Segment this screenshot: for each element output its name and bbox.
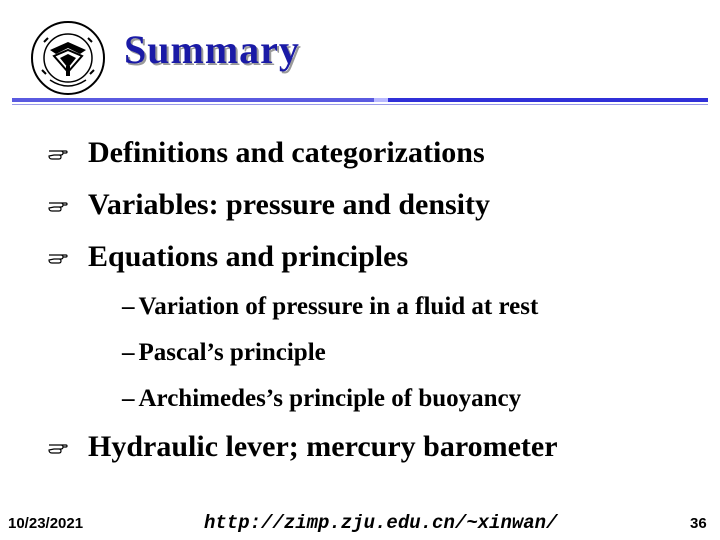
bullet-item (48, 242, 408, 272)
footer-url[interactable]: http://zimp.zju.edu.cn/~xinwan/ (204, 512, 558, 534)
sub-bullet-dash: – (122, 293, 135, 320)
pointing-hand-icon (48, 439, 68, 455)
divider-segment (374, 98, 388, 102)
sub-bullet-dash: – (122, 385, 135, 412)
footer-date: 10/23/2021 (8, 515, 84, 532)
sub-bullet-text: Archimedes’s principle of buoyancy (138, 385, 522, 412)
sub-bullet-text: Pascal’s principle (138, 339, 326, 366)
bullet-item (48, 138, 485, 168)
slide-title: Summary (124, 27, 300, 72)
pointing-hand-icon (48, 145, 68, 161)
bullet-text: Definitions and categorizations (88, 136, 485, 169)
pointing-hand-icon (48, 249, 68, 265)
sub-bullet-text: Variation of pressure in a fluid at rest (138, 293, 539, 320)
bullet-text: Equations and principles (88, 240, 409, 273)
page-number: 36 (690, 515, 707, 532)
sub-bullet-dash: – (122, 339, 135, 366)
bullet-text: Hydraulic lever; mercury barometer (88, 430, 558, 463)
divider-segment (12, 98, 374, 102)
sub-bullet-item (122, 340, 326, 365)
divider-line (12, 104, 708, 105)
bullet-text: Variables: pressure and density (88, 188, 491, 221)
bullet-item (48, 432, 558, 462)
bullet-item (48, 190, 490, 220)
sub-bullet-item (122, 386, 521, 411)
pointing-hand-icon (48, 197, 68, 213)
university-seal-logo (30, 20, 106, 96)
sub-bullet-item (122, 294, 538, 319)
divider-segment (388, 98, 708, 102)
